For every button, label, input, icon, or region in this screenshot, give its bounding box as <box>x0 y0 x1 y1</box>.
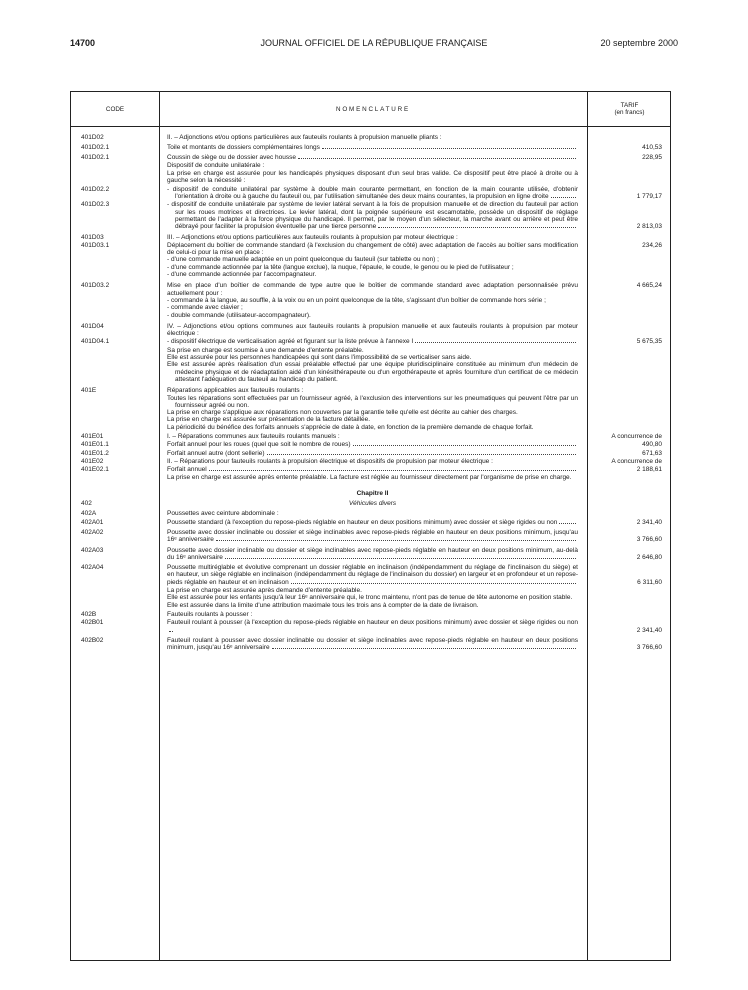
table-row <box>71 170 670 185</box>
row-tarif: 3 766,60 <box>636 536 662 544</box>
row-code: 402A02 <box>81 528 104 536</box>
description-line: Poussette multiréglable et évolutive comprenant un dossier réglable en inclinaison (indépendamment du réglage de l'inclinaison du siège) et en hauteur, un siège réglable en inclinaison (indépendamment du réglage de l'inclinaison du dossier) en largeur et en profondeur et un repose-pieds réglable en hauteur et en inclinaison <box>167 564 578 586</box>
row-code: 401D04 <box>81 322 104 330</box>
row-tarif: A concurrence de <box>611 432 662 440</box>
row-tarif: 410,53 <box>642 144 662 152</box>
row-tarif <box>587 347 672 383</box>
table-row <box>71 162 670 169</box>
description-line: Fauteuil roulant à pousser avec dossier inclinable ou dossier et siège inclinables avec repose-pieds réglable en hauteur en deux positions minimum, jusqu'au 16ᵉ anniversaire <box>167 636 578 652</box>
table-row <box>71 134 670 141</box>
table-row <box>71 619 670 634</box>
row-description <box>159 242 587 278</box>
row-code: 402B <box>81 610 97 618</box>
row-code <box>71 587 159 609</box>
row-description <box>159 587 587 609</box>
row-code: 401E01 <box>81 432 104 440</box>
description-line: Poussette avec dossier inclinable ou dossier et siège inclinables avec repose-pieds réglable en hauteur en deux positions minimum, jusqu'au 16ᵉ anniversaire <box>167 528 578 544</box>
row-tarif: 490,80 <box>642 441 662 449</box>
leader-dots <box>267 454 576 455</box>
row-code <box>71 170 159 185</box>
description-line: - d'une commande actionnée par la tête (langue exclue), la nuque, l'épaule, le coude, le genou ou le pied de l'utilisateur ; <box>167 263 514 271</box>
table-row <box>71 500 670 507</box>
row-description <box>159 611 587 618</box>
row-tarif: 4 665,24 <box>636 282 662 290</box>
row-description <box>159 474 587 481</box>
column-header-nomenclature: NOMENCLATURE <box>336 105 410 113</box>
row-code: 402A01 <box>81 518 104 526</box>
table-row <box>71 201 670 230</box>
table-row <box>71 450 670 457</box>
description-line: Poussettes avec ceinture abdominale : <box>167 510 279 518</box>
row-tarif <box>587 510 672 517</box>
row-code: 401D04.1 <box>81 338 110 346</box>
row-tarif <box>587 323 672 338</box>
description-line: Fauteuils roulants à pousser : <box>167 610 253 618</box>
leader-dots <box>272 648 576 649</box>
row-tarif: 5 675,35 <box>636 338 662 346</box>
table-row <box>71 347 670 383</box>
row-tarif: 228,95 <box>642 153 662 161</box>
description-line: Réparations applicables aux fauteuils roulants : <box>167 387 304 395</box>
description-line: Déplacement du boîtier de commande standard (à l'exclusion du changement de côté) avec adaptation de l'accès au boîtier sans modification de celui-ci pour la mise en place : <box>167 241 578 257</box>
description-line: Elle est assurée après réalisation d'un essai préalable effectué par une équipe pluridisciplinaire constituée au minimum d'un médecin de médecine physique et de réadaptation aidé d'un kinésithérapeute ou d'un ergothérapeute et après fourniture d'un certificat de ce médecin attestant l'adéquation du fauteuil au handicap du patient. <box>167 361 578 383</box>
row-description <box>159 510 587 517</box>
row-description <box>159 637 587 652</box>
row-code <box>71 347 159 383</box>
row-tarif: 6 311,60 <box>637 578 662 586</box>
description-line: - d'une commande actionnée par l'accompagnateur. <box>167 271 317 279</box>
description-line: Dispositif de conduite unilatérale : <box>167 161 265 169</box>
leader-dots <box>216 540 576 541</box>
description-line: La prise en charge s'applique aux réparations non couvertes par la garantie telle qu'elle est décrite au cahier des charges. <box>167 409 518 417</box>
row-tarif <box>587 500 672 507</box>
description-line: Chapitre II <box>356 489 389 497</box>
leader-dots <box>415 342 576 343</box>
description-line: Fauteuil roulant à pousser (à l'exception du repose-pieds réglable en hauteur en deux positions minimum) avec dossier et siège rigides ou non <box>167 619 578 634</box>
description-line: La prise en charge est assurée pour les handicapés physiques disposant d'un seul bras valide. Ce dispositif peut être placé à droite ou à gauche selon la nécessité : <box>167 170 578 185</box>
row-code: 401E01.1 <box>81 441 109 449</box>
row-tarif <box>587 234 672 241</box>
description-line: IV. – Adjonctions et/ou options communes aux fauteuils roulants à propulsion manuelle et aux fauteuils roulants à propulsion par moteur électrique : <box>167 322 578 338</box>
description-line: - commande avec clavier ; <box>167 304 243 312</box>
description-line: Forfait annuel <box>167 466 578 473</box>
row-description <box>159 134 587 141</box>
row-code: 401D02.1 <box>81 153 110 161</box>
row-code: 402B01 <box>81 619 104 627</box>
row-description <box>159 490 587 497</box>
row-description <box>159 162 587 169</box>
tariff-table <box>70 91 671 961</box>
row-tarif: 3 766,60 <box>636 644 662 652</box>
row-description <box>159 547 587 562</box>
row-code: 402A04 <box>81 564 104 572</box>
page-number: 14700 <box>70 38 96 48</box>
description-line: III. – Adjonctions et/ou options particulières aux fauteuils roulants à propulsion par moteur électrique : <box>167 233 458 241</box>
row-description <box>159 519 587 526</box>
description-line: Véhicules divers <box>348 500 397 508</box>
row-description <box>159 338 587 345</box>
row-tarif <box>587 162 672 169</box>
description-line: Forfait annuel pour les roues (quel que soit le nombre de roues) <box>167 441 578 448</box>
row-description <box>159 234 587 241</box>
row-description <box>159 529 587 544</box>
table-row <box>71 154 670 161</box>
row-tarif: 2 341,40 <box>636 626 662 634</box>
row-code: 401D03.2 <box>81 282 110 290</box>
table-row <box>71 510 670 517</box>
row-tarif <box>587 490 672 497</box>
description-line: La prise en charge est assurée après demande d'entente préalable. <box>167 587 362 595</box>
leader-dots <box>209 470 576 471</box>
row-code: 401D02.3 <box>81 201 110 209</box>
row-description <box>159 154 587 161</box>
row-code: 401E02.1 <box>81 466 109 474</box>
row-description <box>159 387 587 431</box>
description-line: Poussette avec dossier inclinable ou dossier et siège inclinables avec repose-pieds réglable en hauteur en deux positions minimum, au-delà du 16ᵉ anniversaire <box>167 546 578 561</box>
row-code: 401D03.1 <box>81 241 110 249</box>
description-line: Elle est assurée pour les enfants jusqu'à leur 16ᵉ anniversaire qui, le tronc maintenu, n'ont pas de tenue de tête autonome en position stable. <box>167 594 573 602</box>
row-tarif <box>587 170 672 185</box>
row-description <box>159 144 587 151</box>
row-tarif: 2 646,80 <box>636 553 662 561</box>
table-row <box>71 490 670 497</box>
description-line: Elle est assurée pour les personnes handicapées qui sont dans l'impossibilité de se verticaliser sans aide. <box>167 354 472 362</box>
table-row <box>71 433 670 440</box>
row-code <box>71 474 159 481</box>
description-line: - double commande (utilisateur-accompagnateur). <box>167 311 311 319</box>
row-description <box>159 458 587 465</box>
row-tarif: 1 779,17 <box>636 193 662 201</box>
table-row <box>71 564 670 586</box>
table-row <box>71 474 670 481</box>
row-code: 401D02 <box>81 134 104 141</box>
leader-dots <box>378 227 576 228</box>
description-line: II. – Réparations pour fauteuils roulants à propulsion électrique et dispositifs de propulsion par moteur électrique : <box>167 457 493 465</box>
row-description <box>159 619 587 634</box>
table-row <box>71 242 670 278</box>
row-description <box>159 282 587 318</box>
row-code: 402B02 <box>81 636 104 644</box>
description-line: - dispositif électrique de verticalisation agréé et figurant sur la liste prévue à l'annexe I <box>167 338 578 345</box>
description-line: Coussin de siège ou de dossier avec housse <box>167 154 578 161</box>
description-line: - dispositif de conduite unilatéral par système à double main courante permettant, en fonction de la main courante utilisée, d'obtenir l'orientation à droite ou à gauche du fauteuil ou, par l'utilisation simultanée des deux mains courantes, la propulsion en ligne droite <box>167 185 578 201</box>
leader-dots <box>353 445 576 446</box>
table-row <box>71 519 670 526</box>
row-description <box>159 433 587 440</box>
row-tarif <box>587 587 672 609</box>
row-description <box>159 323 587 338</box>
row-code <box>71 490 159 497</box>
row-tarif: 2 341,40 <box>636 518 662 526</box>
table-row <box>71 547 670 562</box>
row-tarif: 671,63 <box>642 449 662 457</box>
table-row <box>71 186 670 201</box>
table-row <box>71 338 670 345</box>
row-code: 402A03 <box>81 546 104 554</box>
row-description <box>159 500 587 507</box>
description-line: - d'une commande manuelle adaptée en un point quelconque du fauteuil (sur tablette ou non) ; <box>167 256 439 264</box>
row-code: 401D03 <box>81 233 104 241</box>
table-row <box>71 234 670 241</box>
row-description <box>159 347 587 383</box>
row-code: 402 <box>81 500 92 508</box>
table-row <box>71 611 670 618</box>
description-line: Mise en place d'un boîtier de commande de type autre que le boîtier de commande standard avec adaptation personnalisée prévu actuellement pour : <box>167 282 578 297</box>
description-line: Toutes les réparations sont effectuées par un fournisseur agréé, à l'exclusion des interventions sur les pneumatiques qui peuvent l'être par un fournisseur agréé ou non. <box>167 394 578 409</box>
table-row <box>71 466 670 473</box>
description-line: La prise en charge est assurée après entente préalable. La facture est réglée au fournisseur directement par l'organisme de prise en charge. <box>167 474 572 482</box>
leader-dots <box>551 197 576 198</box>
column-header-tarif: TARIF (en francs) <box>614 102 645 116</box>
description-line: Elle est assurée dans la limite d'une attribution maximale tous les trois ans à compter de la date de livraison. <box>167 601 479 609</box>
row-tarif <box>587 387 672 431</box>
table-row <box>71 587 670 609</box>
row-description <box>159 186 587 201</box>
table-row <box>71 323 670 338</box>
leader-dots <box>298 158 576 159</box>
row-tarif: 2 813,03 <box>636 223 662 231</box>
description-line: Poussette standard (à l'exception du repose-pieds réglable en hauteur en deux positions minimum) avec dossier et siège rigides ou non <box>167 519 578 526</box>
column-header-code: CODE <box>105 105 125 113</box>
row-description <box>159 170 587 185</box>
table-row <box>71 282 670 318</box>
description-line: I. – Réparations communes aux fauteuils roulants manuels : <box>167 432 340 440</box>
table-row <box>71 458 670 465</box>
page-header <box>70 38 678 52</box>
row-description <box>159 450 587 457</box>
row-description <box>159 466 587 473</box>
leader-dots <box>322 148 576 149</box>
row-tarif <box>587 611 672 618</box>
row-tarif <box>587 134 672 141</box>
table-body <box>71 134 670 960</box>
row-description <box>159 441 587 448</box>
row-tarif: A concurrence de <box>611 457 662 465</box>
row-code: 402A <box>81 510 97 518</box>
row-code: 401E02 <box>81 457 104 465</box>
row-code <box>71 162 159 169</box>
row-code: 401E01.2 <box>81 449 109 457</box>
row-tarif: 2 188,61 <box>636 466 662 474</box>
description-line: Toile et montants de dossiers complémentaires longs <box>167 144 578 151</box>
description-line: Forfait annuel autre (dont sellerie) <box>167 450 578 457</box>
table-row <box>71 637 670 652</box>
row-description <box>159 564 587 586</box>
row-description <box>159 201 587 230</box>
table-row <box>71 441 670 448</box>
row-tarif: 234,26 <box>642 241 662 249</box>
row-tarif <box>587 474 672 481</box>
row-code: 401D02.1 <box>81 144 110 152</box>
table-row <box>71 529 670 544</box>
description-line: La prise en charge est assurée sur présentation de la facture détaillée. <box>167 416 371 424</box>
description-line: - commande à la langue, au souffle, à la voix ou en un point quelconque de la tête, s'agissant d'un boîtier de commande hors série ; <box>167 296 546 304</box>
publication-date: 20 septembre 2000 <box>600 38 678 48</box>
table-header <box>71 92 670 127</box>
description-line: - dispositif de conduite unilatérale par système de levier latéral servant à la fois de propulsion manuelle et de direction du fauteuil par action sur les roues motrices et directrices. Le levier latéral, dont la poignée supérieure est escamotable, possède un dispositif de réglage permettant de l'adapter à la force physique du handicapé. Il permet, par le moyen d'un sélecteur, la marche avant ou arrière et peut être débrayé pour faciliter la propulsion éventuelle par une tierce personne <box>167 201 578 231</box>
leader-dots <box>169 631 173 632</box>
description-line: Sa prise en charge est soumise à une demande d'entente préalable. <box>167 346 364 354</box>
journal-title: JOURNAL OFFICIEL DE LA RÉPUBLIQUE FRANÇAISE <box>260 38 488 48</box>
row-code: 401D02.2 <box>81 185 110 193</box>
description-line: La périodicité du bénéfice des forfaits annuels s'apprécie de date à date, en fonction de la première demande de chaque forfait. <box>167 423 534 431</box>
description-line: II. – Adjonctions et/ou options particulières aux fauteuils roulants à propulsion manuelle pliants : <box>167 134 442 141</box>
table-row <box>71 144 670 151</box>
leader-dots <box>225 558 576 559</box>
row-code: 401E <box>81 387 97 395</box>
leader-dots <box>291 583 576 584</box>
table-row <box>71 387 670 431</box>
leader-dots <box>559 523 576 524</box>
